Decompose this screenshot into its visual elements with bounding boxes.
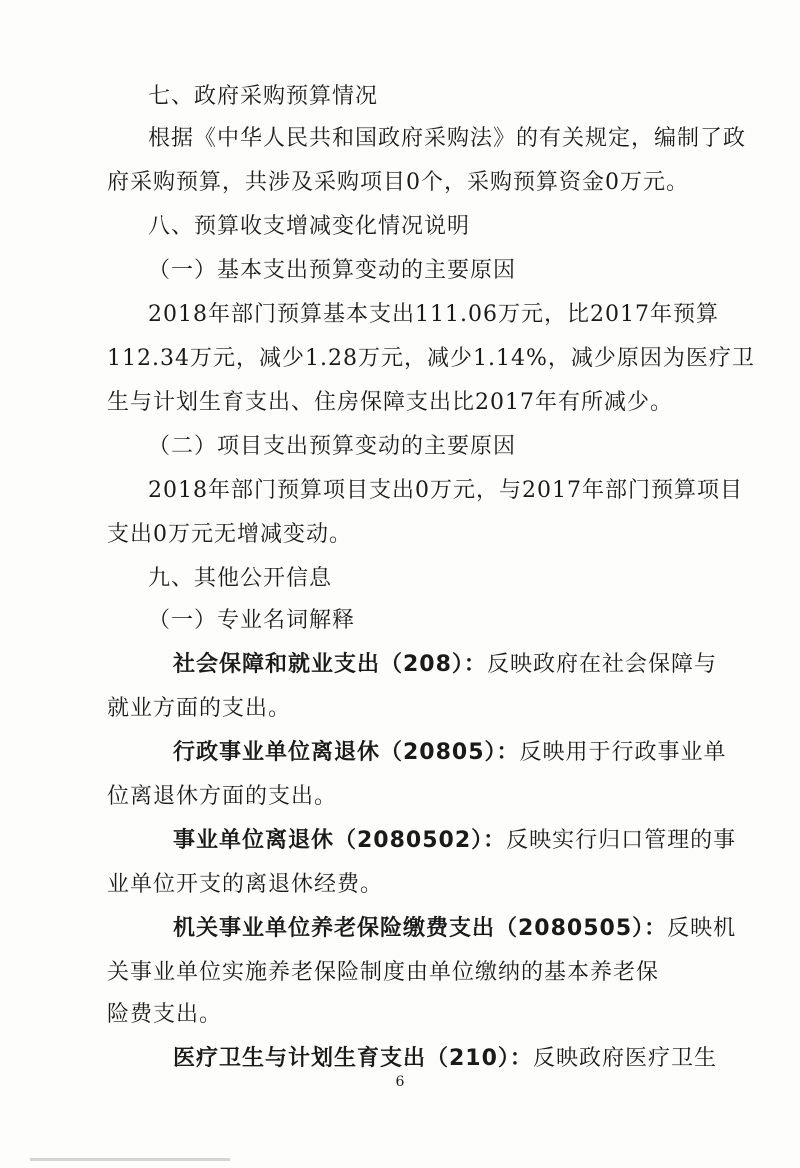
term-name: 行政事业单位离退休（20805）： (173, 740, 520, 765)
paragraph-line: 2018年部门预算项目支出0万元，与2017年部门预算项目 (148, 478, 743, 503)
term-name: 社会保障和就业支出（208）： (173, 652, 487, 677)
paragraph-line: 位离退休方面的支出。 (107, 784, 338, 809)
term-entry (173, 650, 717, 680)
term-definition: 反映机 (667, 916, 737, 941)
section-heading-8: 八、预算收支增减变化情况说明 (148, 214, 471, 239)
paragraph-line: 府采购预算，共涉及采购项目0个，采购预算资金0万元。 (107, 170, 689, 195)
paragraph-line: 险费支出。 (107, 1002, 223, 1027)
subsection-heading-2: （二）项目支出预算变动的主要原因 (148, 434, 517, 459)
term-definition: 反映实行归口管理的事 (506, 828, 737, 853)
term-definition: 反映政府医疗卫生 (532, 1046, 717, 1071)
term-name: 事业单位离退休（2080502）： (173, 828, 507, 853)
section-heading-9: 九、其他公开信息 (148, 566, 333, 591)
paragraph-line: 就业方面的支出。 (107, 696, 292, 721)
paragraph-line: 业单位开支的离退休经费。 (107, 872, 384, 897)
term-entry (173, 826, 736, 856)
term-name: 机关事业单位养老保险缴费支出（2080505）： (173, 916, 668, 941)
paragraph-line: 112.34万元，减少1.28万元，减少1.14%，减少原因为医疗卫 (107, 346, 755, 371)
term-entry (173, 914, 736, 944)
subsection-heading-terms: （一）专业名词解释 (148, 608, 356, 633)
paragraph-line: 支出0万元无增减变动。 (107, 522, 352, 547)
paragraph-line: 根据《中华人民共和国政府采购法》的有关规定，编制了政 (148, 126, 747, 151)
term-name: 医疗卫生与计划生育支出（210）： (173, 1046, 533, 1071)
term-definition: 反映用于行政事业单 (519, 740, 727, 765)
page-number: 6 (395, 1074, 405, 1090)
paragraph-line: 生与计划生育支出、住房保障支出比2017年有所减少。 (107, 390, 673, 415)
subsection-heading-1: （一）基本支出预算变动的主要原因 (148, 258, 517, 283)
paragraph-line: 2018年部门预算基本支出111.06万元，比2017年预算 (148, 302, 719, 327)
term-definition: 反映政府在社会保障与 (486, 652, 717, 677)
paragraph-line: 关事业单位实施养老保险制度由单位缴纳的基本养老保 (107, 960, 660, 985)
section-heading-7: 七、政府采购预算情况 (148, 84, 379, 109)
term-entry (173, 738, 727, 768)
term-entry (173, 1044, 717, 1074)
scan-artifact (30, 1158, 230, 1161)
